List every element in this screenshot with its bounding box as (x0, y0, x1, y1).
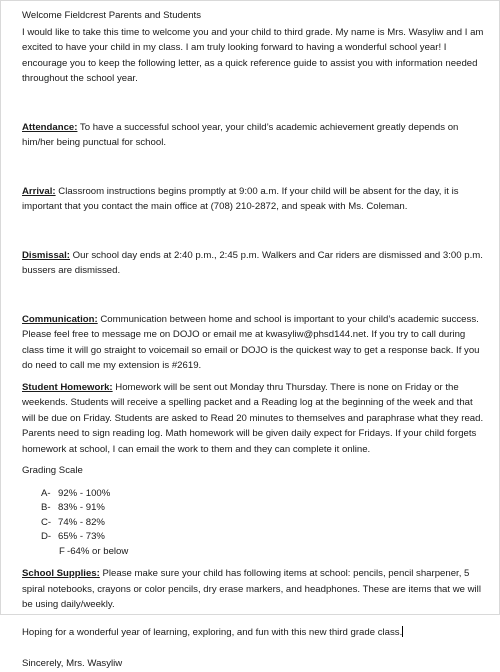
communication-section (22, 312, 488, 374)
grade-letter: F (59, 545, 65, 557)
communication-heading: Communication: (22, 313, 98, 325)
grade-letter: D- (41, 531, 52, 542)
arrival-section (22, 184, 488, 215)
grade-range: 83% - 91% (58, 502, 105, 513)
grade-item (22, 487, 488, 502)
grading-scale-title: Grading Scale (22, 465, 83, 476)
grade-item (22, 530, 488, 545)
grade-range: 74% - 82% (58, 516, 105, 528)
supplies-text: Please make sure your child has following items at school: pencils, pencil sharpener, 5 spiral notebooks, crayons or color pencils, dry erase markers, and headphones. These are items that we will be using daily/weekly. (22, 568, 481, 610)
grade-letter: B- (41, 502, 51, 513)
attendance-heading: Attendance: (22, 121, 78, 133)
arrival-heading: Arrival: (22, 185, 56, 197)
grade-item (22, 501, 488, 516)
homework-text: Homework will be sent out Monday thru Thursday. There is none on Friday or the weekends. Students will receive a spelling packet and a Reading log at the beginning of the week and that will be due on Friday. Students are asked to Read 20 minutes to themselves and paraphrase what they read. Parents need to sign reading log. Math homework will be given daily expect for Fridays. If your child forgets homework at school, I can email the work to them and they can complete it online. (22, 381, 484, 455)
homework-section (22, 380, 488, 458)
grading-scale-list (22, 487, 488, 560)
closing-text: Hoping for a wonderful year of learning, exploring, and fun with this new third grade class. (22, 626, 403, 638)
supplies-section (22, 566, 488, 613)
closing-line (22, 625, 488, 641)
arrival-text: Classroom instructions begins promptly at 9:00 a.m. If your child will be absent for the day, it is important that you contact the main office at (708) 210-2872, and speak with Ms. Coleman. (22, 185, 459, 212)
intro-paragraph: I would like to take this time to welcome you and your child to third grade. My name is Mrs. Wasyliw and I am excited to have your child in my class. I am truly looking forward to having a wonderful school year! I encourage you to keep the following letter, as a quick reference guide to assist you with information needed throughout the school year. (22, 26, 484, 84)
attendance-section (22, 120, 488, 151)
letter-body[interactable] (22, 8, 488, 672)
letter-greeting: Welcome Fieldcrest Parents and Students (22, 10, 201, 21)
communication-text: Communication between home and school is important to your child’s academic success. Please feel free to message me on DOJO or email me at kwasyliw@phsd144.net. If you try to call during class time it will go straight to voicemail so email or DOJO is the quickest way to get a response back. If you do need to call me my extension is #2619. (22, 313, 480, 371)
supplies-heading: School Supplies: (22, 568, 100, 579)
dismissal-text: Our school day ends at 2:40 p.m., 2:45 p.m. Walkers and Car riders are dismissed and 3:00 p.m. bussers are dismissed. (22, 249, 483, 276)
grade-range: 65% - 73% (58, 531, 105, 542)
signature: Sincerely, Mrs. Wasyliw (22, 658, 123, 669)
dismissal-section (22, 248, 488, 279)
dismissal-heading: Dismissal: (22, 249, 70, 261)
grade-letter: C- (41, 516, 52, 528)
homework-heading: Student Homework: (22, 381, 113, 393)
grade-item (22, 516, 488, 531)
grade-letter: A- (41, 487, 51, 499)
attendance-text: To have a successful school year, your child’s academic achievement greatly depends on him/her being punctual for school. (22, 121, 459, 148)
grade-item (22, 545, 488, 560)
grade-range: 92% - 100% (58, 487, 111, 499)
text-cursor (402, 626, 403, 637)
grade-range: -64% or below (67, 545, 129, 557)
